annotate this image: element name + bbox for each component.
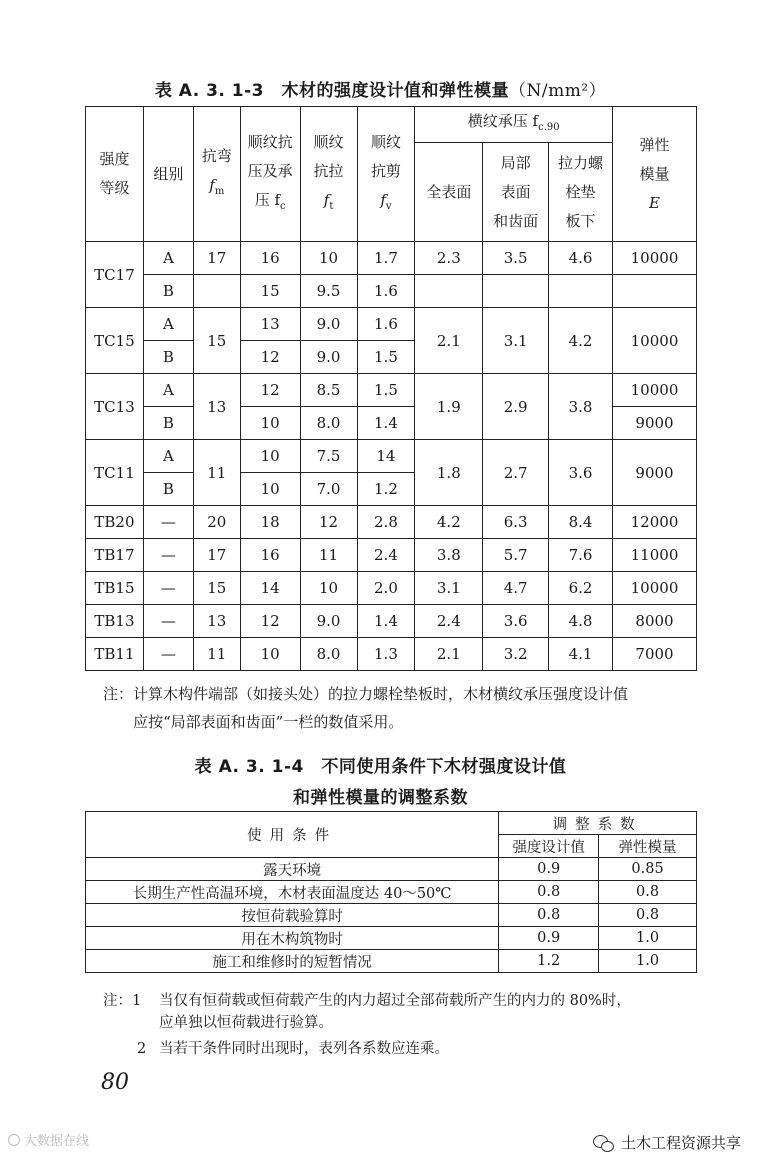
table-row: TB11 — 11 10 8.0 1.3 2.1 3.2 4.1 7000 — [86, 638, 697, 671]
table-row: TB15 — 15 14 10 2.0 3.1 4.7 6.2 10000 — [86, 572, 697, 605]
table-row: 用在木构筑物时 0.9 1.0 — [86, 927, 697, 950]
hdr-modulus: 弹性模量 — [599, 835, 697, 858]
hdr-grade: 强度 等级 — [86, 107, 144, 242]
table1-title: 表 A. 3. 1-3 木材的强度设计值和弹性模量（N/mm²） — [154, 81, 607, 101]
hdr-tension: 顺纹 抗拉 $f_t$ — [300, 107, 357, 242]
hdr-cross-grain: 横纹承压 $f_{c.90}$ — [415, 107, 613, 143]
table2-notes: 注：1 当仅有恒荷载或恒荷载产生的内力超过全部荷载所产生的内力的 80%时， 应单独以恒荷载进行验算。 2 当若干条件同时出现时，表列各系数应连乘。 — [103, 993, 631, 1057]
table-row: B 12 9.0 1.5 — [86, 341, 697, 374]
table-row: TC11 A 11 10 7.5 14 1.8 2.7 3.6 9000 — [86, 440, 697, 473]
corner-watermark: 大数据在线 — [8, 1130, 89, 1149]
table-row: 长期生产性高温环境，木材表面温度达 40～50℃ 0.8 0.8 — [86, 881, 697, 904]
logo-icon — [8, 1134, 20, 1146]
table-header-row — [86, 812, 697, 835]
table-row: TC15 A 15 13 9.0 1.6 2.1 3.1 4.2 10000 — [86, 308, 697, 341]
adjustment-table — [85, 811, 697, 973]
table-row: 施工和维修时的短暂情况 1.2 1.0 — [86, 950, 697, 973]
hdr-modulus: 弹性 模量 E — [613, 107, 697, 242]
hdr-condition: 使用条件 — [86, 812, 499, 858]
table-row: TC17 A 17 16 10 1.7 2.3 3.5 4.6 10000 — [86, 242, 697, 275]
page-number: 80 — [101, 1070, 129, 1095]
table-row: TB17 — 17 16 11 2.4 3.8 5.7 7.6 11000 — [86, 539, 697, 572]
table1-note: 注：计算木构件端部（如接头处）的拉力螺栓垫板时，木材横纹承压强度设计值 应按“局部表面和齿面”一栏的数值采用。 — [103, 685, 629, 731]
table-row: TC13 A 13 12 8.5 1.5 1.9 2.9 3.8 10000 — [86, 374, 697, 407]
hdr-group: 组别 — [143, 107, 193, 242]
hdr-strength: 强度设计值 — [499, 835, 599, 858]
hdr-factor: 调整系数 — [499, 812, 697, 835]
strength-table — [85, 106, 697, 671]
hdr-cross-full: 全表面 — [415, 143, 483, 242]
hdr-shear: 顺纹 抗剪 $f_v$ — [357, 107, 415, 242]
hdr-compression: 顺纹抗 压及承 压 $f_c$ — [240, 107, 300, 242]
table-row: B 10 8.0 1.4 9000 — [86, 407, 697, 440]
table2-title-line1: 表 A. 3. 1-4 不同使用条件下木材强度设计值 — [194, 757, 567, 777]
hdr-cross-bolt: 拉力螺 栓垫 板下 — [549, 143, 613, 242]
wechat-icon — [593, 1134, 615, 1152]
table-row: 露天环境 0.9 0.85 — [86, 858, 697, 881]
hdr-bend: 抗弯 $f_m$ — [193, 107, 240, 242]
table-row: B 15 9.5 1.6 — [86, 275, 697, 308]
brand-watermark: 土木工程资源共享 — [593, 1132, 741, 1153]
table-row: 按恒荷载验算时 0.8 0.8 — [86, 904, 697, 927]
hdr-cross-local: 局部 表面 和齿面 — [483, 143, 549, 242]
table-row: B 10 7.0 1.2 — [86, 473, 697, 506]
table2-title-line2: 和弹性模量的调整系数 — [293, 788, 468, 808]
table-row: TB20 — 20 18 12 2.8 4.2 6.3 8.4 12000 — [86, 506, 697, 539]
table-row: TB13 — 13 12 9.0 1.4 2.4 3.6 4.8 8000 — [86, 605, 697, 638]
